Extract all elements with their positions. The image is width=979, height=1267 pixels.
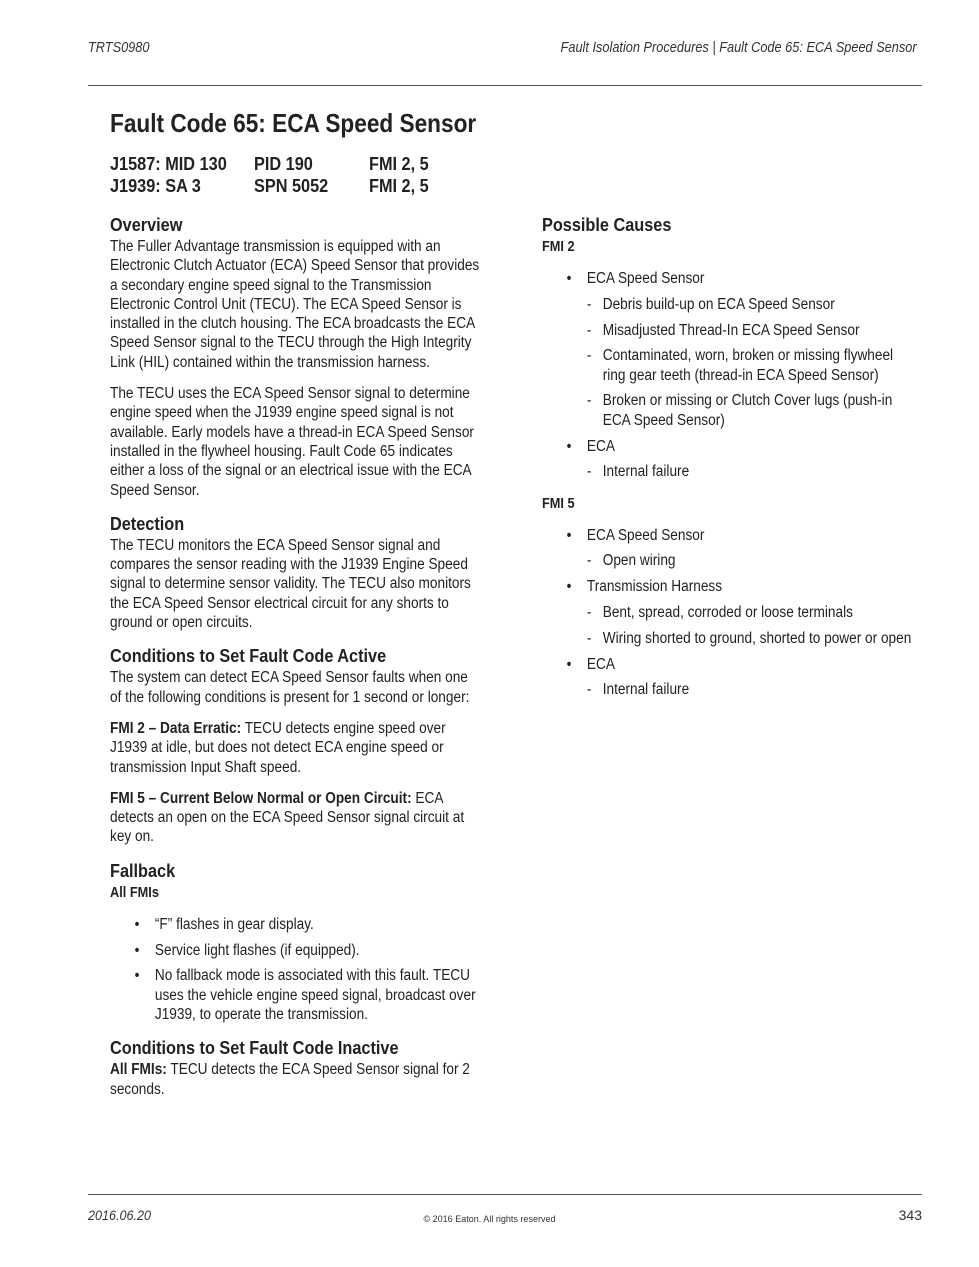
list-item-text: Transmission Harness <box>586 578 723 596</box>
inactive-label: All FMIs: <box>110 1061 167 1079</box>
list-item <box>542 269 913 430</box>
code-cell: SPN 5052 <box>254 175 329 196</box>
sub-list-item <box>587 462 913 481</box>
fmi2-subheading: FMI 2 <box>542 239 575 255</box>
sub-list-text: Bent, spread, corroded or loose terminals <box>602 604 853 622</box>
sub-list-item <box>587 680 913 699</box>
bullet-glyph: • <box>566 655 572 673</box>
left-column <box>110 213 482 1111</box>
inactive-conditions-paragraph <box>110 1060 481 1099</box>
fmi5-label: FMI 5 – Current Below Normal or Open Circuit: <box>110 789 412 807</box>
overview-section <box>110 213 481 500</box>
inactive-conditions-section <box>110 1036 481 1099</box>
sub-list <box>587 295 913 430</box>
footer-divider <box>88 1194 922 1195</box>
sub-list <box>587 551 913 570</box>
list-item-text: ECA Speed Sensor <box>586 270 705 287</box>
overview-paragraph: The Fuller Advantage transmission is equipped with an Electronic Clutch Actuator (ECA) Speed Sensor that provides a secondary engine speed signal to the Transmission Electronic Control Unit (TECU). The ECA Speed Sensor is installed in the clutch housing. The ECA broadcasts the ECA Speed Sensor signal to the TECU through the High Integrity Link (HIL) contained within the transmission harness. <box>110 238 480 371</box>
sub-list-text: Internal failure <box>602 463 690 481</box>
sub-list-item <box>587 346 913 385</box>
section-title: Fault Isolation Procedures | Fault Code 65: ECA Speed Sensor <box>560 40 917 56</box>
code-cell: PID 190 <box>254 153 313 174</box>
fmi2-causes-list <box>542 269 913 482</box>
dash-glyph: - <box>586 295 592 313</box>
code-cell: J1939: SA 3 <box>110 175 201 196</box>
header-divider <box>88 85 922 86</box>
footer-copyright: © 2016 Eaton. All rights reserved <box>423 1214 556 1225</box>
fmi2-label: FMI 2 – Data Erratic: <box>110 719 242 737</box>
bullet-glyph: • <box>566 578 572 596</box>
list-item-text: ECA Speed Sensor <box>586 526 705 544</box>
sub-list-text: Open wiring <box>602 552 676 570</box>
list-item-text: ECA <box>586 655 615 673</box>
active-conditions-heading: Conditions to Set Fault Code Active <box>110 645 387 667</box>
page-title: Fault Code 65: ECA Speed Sensor <box>110 108 477 138</box>
title-block <box>110 108 920 197</box>
list-item <box>110 941 481 960</box>
sub-list-text: Debris build-up on ECA Speed Sensor <box>602 295 835 313</box>
sub-list-item <box>587 603 913 622</box>
dash-glyph: - <box>586 552 592 570</box>
inactive-conditions-heading: Conditions to Set Fault Code Inactive <box>110 1037 399 1059</box>
code-cell: FMI 2, 5 <box>369 175 429 196</box>
footer-date: 2016.06.20 <box>88 1207 152 1223</box>
bullet-glyph: • <box>566 270 572 287</box>
list-item <box>542 655 913 700</box>
detection-heading: Detection <box>110 512 185 534</box>
sub-list-item <box>587 551 913 570</box>
fallback-section <box>110 859 481 1024</box>
list-item <box>542 526 913 571</box>
dash-glyph: - <box>586 321 592 339</box>
list-item <box>542 437 913 482</box>
list-item <box>110 966 481 1024</box>
fmi5-text: ECA detects an open on the ECA Speed Sensor signal circuit at key on. <box>110 789 465 846</box>
sub-list-text: Internal failure <box>602 681 690 699</box>
code-cell: FMI 2, 5 <box>369 153 429 174</box>
fallback-heading: Fallback <box>110 859 176 881</box>
sub-list-text: Contaminated, worn, broken or missing flywheel ring gear teeth (thread-in ECA Speed Sensor) <box>602 347 894 384</box>
bullet-glyph: • <box>134 915 140 933</box>
dash-glyph: - <box>586 629 592 647</box>
fmi5-condition <box>110 789 481 847</box>
list-item-text: No fallback mode is associated with this fault. TECU uses the vehicle engine speed signal, broadcast over J1939, to operate the transmission. <box>154 967 476 1023</box>
fmi2-condition <box>110 719 481 777</box>
possible-causes-heading: Possible Causes <box>542 214 672 235</box>
list-item-text: Service light flashes (if equipped). <box>154 941 360 959</box>
dash-glyph: - <box>586 463 592 481</box>
dash-glyph: - <box>586 347 592 365</box>
dash-glyph: - <box>586 681 592 699</box>
bullet-glyph: • <box>566 437 572 455</box>
detection-section <box>110 512 481 632</box>
fallback-subheading: All FMIs <box>110 884 159 901</box>
sub-list-item <box>587 629 913 648</box>
right-column <box>542 213 914 712</box>
fmi2-text: TECU detects engine speed over J1939 at idle, but does not detect ECA engine speed or transmission Input Shaft speed. <box>110 719 446 776</box>
inactive-text: TECU detects the ECA Speed Sensor signal for 2 seconds. <box>110 1061 470 1098</box>
sub-list <box>587 603 913 648</box>
bullet-glyph: • <box>566 526 572 544</box>
fmi5-subheading: FMI 5 <box>542 495 575 512</box>
list-item <box>542 577 913 648</box>
bullet-glyph: • <box>134 941 140 959</box>
sub-list-item <box>587 295 913 314</box>
active-conditions-section <box>110 644 481 846</box>
sub-list-text: Wiring shorted to ground, shorted to power or open <box>602 629 912 647</box>
list-item-text: “F” flashes in gear display. <box>154 915 314 933</box>
doc-id: TRTS0980 <box>88 40 150 56</box>
list-item-text: ECA <box>586 437 615 455</box>
sub-list <box>587 680 913 699</box>
active-conditions-paragraph: The system can detect ECA Speed Sensor faults when one of the following conditions is present for 1 second or longer: <box>110 669 470 706</box>
bullet-glyph: • <box>134 967 140 985</box>
fault-code-table <box>110 153 920 197</box>
detection-paragraph: The TECU monitors the ECA Speed Sensor signal and compares the sensor reading with the J1939 Engine Speed signal to determine sensor validity. The TECU also monitors the ECA Speed Sensor electrical circuit for any shorts to ground or open circuits. <box>110 536 471 632</box>
list-item <box>110 915 481 934</box>
dash-glyph: - <box>586 392 592 410</box>
dash-glyph: - <box>586 604 592 622</box>
sub-list-item <box>587 321 913 340</box>
sub-list-text: Broken or missing or Clutch Cover lugs (push-in ECA Speed Sensor) <box>602 392 893 429</box>
fallback-list <box>110 915 481 1024</box>
overview-paragraph: The TECU uses the ECA Speed Sensor signal to determine engine speed when the J1939 engine speed signal is not available. Early models have a thread-in ECA Speed Sensor installed in the flywheel housing. Fault Code 65 indicates either a loss of the signal or an electrical issue with the ECA Speed Sensor. <box>110 385 474 499</box>
code-cell: J1587: MID 130 <box>110 153 227 174</box>
sub-list-item <box>587 391 913 430</box>
sub-list-text: Misadjusted Thread-In ECA Speed Sensor <box>602 321 860 339</box>
sub-list <box>587 462 913 481</box>
fmi5-causes-list <box>542 526 913 700</box>
page-number: 343 <box>898 1207 922 1223</box>
overview-heading: Overview <box>110 214 183 235</box>
